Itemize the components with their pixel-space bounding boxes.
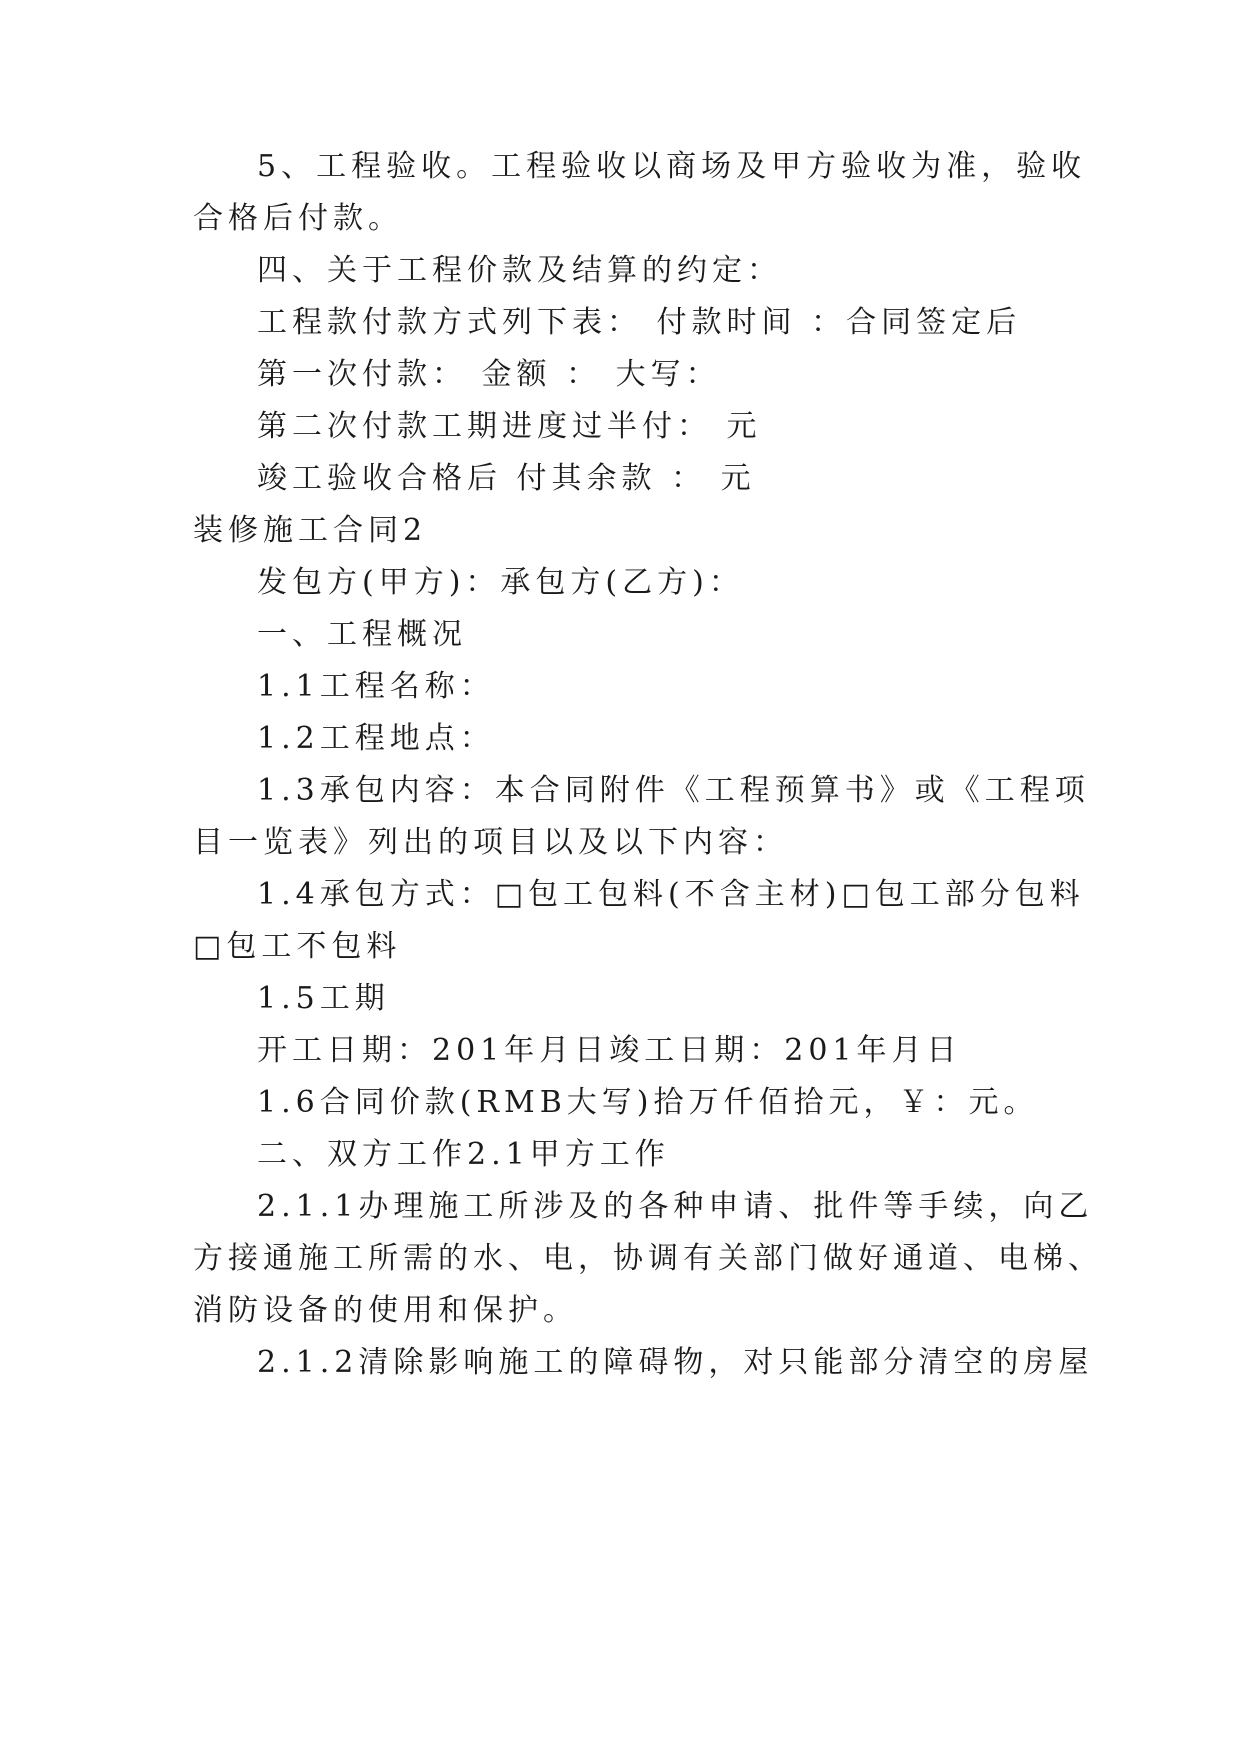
final-payment-line: 竣工验收合格后 付其余款 ： 元 [257, 461, 756, 496]
clause-1-2: 1.2工程地点： [257, 721, 495, 756]
clause-2-1-1: 2.1.1办理施工所涉及的各种申请、批件等手续，向乙 [257, 1189, 1094, 1224]
clause-1-1: 1.1工程名称： [257, 669, 495, 704]
clause-1-3: 1.3承包内容：本合同附件《工程预算书》或《工程项 [257, 773, 1090, 808]
first-payment-line: 第一次付款： 金额 ： 大写： [257, 357, 721, 392]
payment-method-line: 工程款付款方式列下表： 付款时间 ：合同签定后 [257, 305, 1022, 340]
clause-5-acceptance: 5、工程验收。工程验收以商场及甲方验收为准，验收 [257, 149, 1087, 184]
clause-2-1-2: 2.1.2清除影响施工的障碍物，对只能部分清空的房屋 [257, 1345, 1094, 1380]
section-1-heading: 一、工程概况 [257, 617, 467, 652]
parties-line: 发包方(甲方)：承包方(乙方)： [257, 565, 744, 600]
clause-2-1-1-cont-1: 方接通施工所需的水、电，协调有关部门做好通道、电梯、 [193, 1241, 1103, 1276]
schedule-dates-line: 开工日期：201年月日竣工日期：201年月日 [257, 1033, 962, 1068]
clause-1-4: 1.4承包方式：□包工包料(不含主材)□包工部分包料 [257, 877, 1085, 912]
clause-1-4-cont: □包工不包料 [193, 929, 402, 964]
contract-2-title: 装修施工合同2 [193, 513, 428, 548]
clause-5-acceptance-cont: 合格后付款。 [193, 201, 403, 236]
clause-2-1-1-cont-2: 消防设备的使用和保护。 [193, 1293, 578, 1328]
second-payment-line: 第二次付款工期进度过半付： 元 [257, 409, 762, 444]
section-2-heading: 二、双方工作2.1甲方工作 [257, 1137, 670, 1172]
clause-1-5: 1.5工期 [257, 981, 390, 1016]
clause-1-3-cont: 目一览表》列出的项目以及以下内容： [193, 825, 788, 860]
clause-1-6: 1.6合同价款(RMB大写)拾万仟佰拾元，￥：元。 [257, 1085, 1039, 1120]
section-4-heading: 四、关于工程价款及结算的约定： [257, 253, 782, 288]
